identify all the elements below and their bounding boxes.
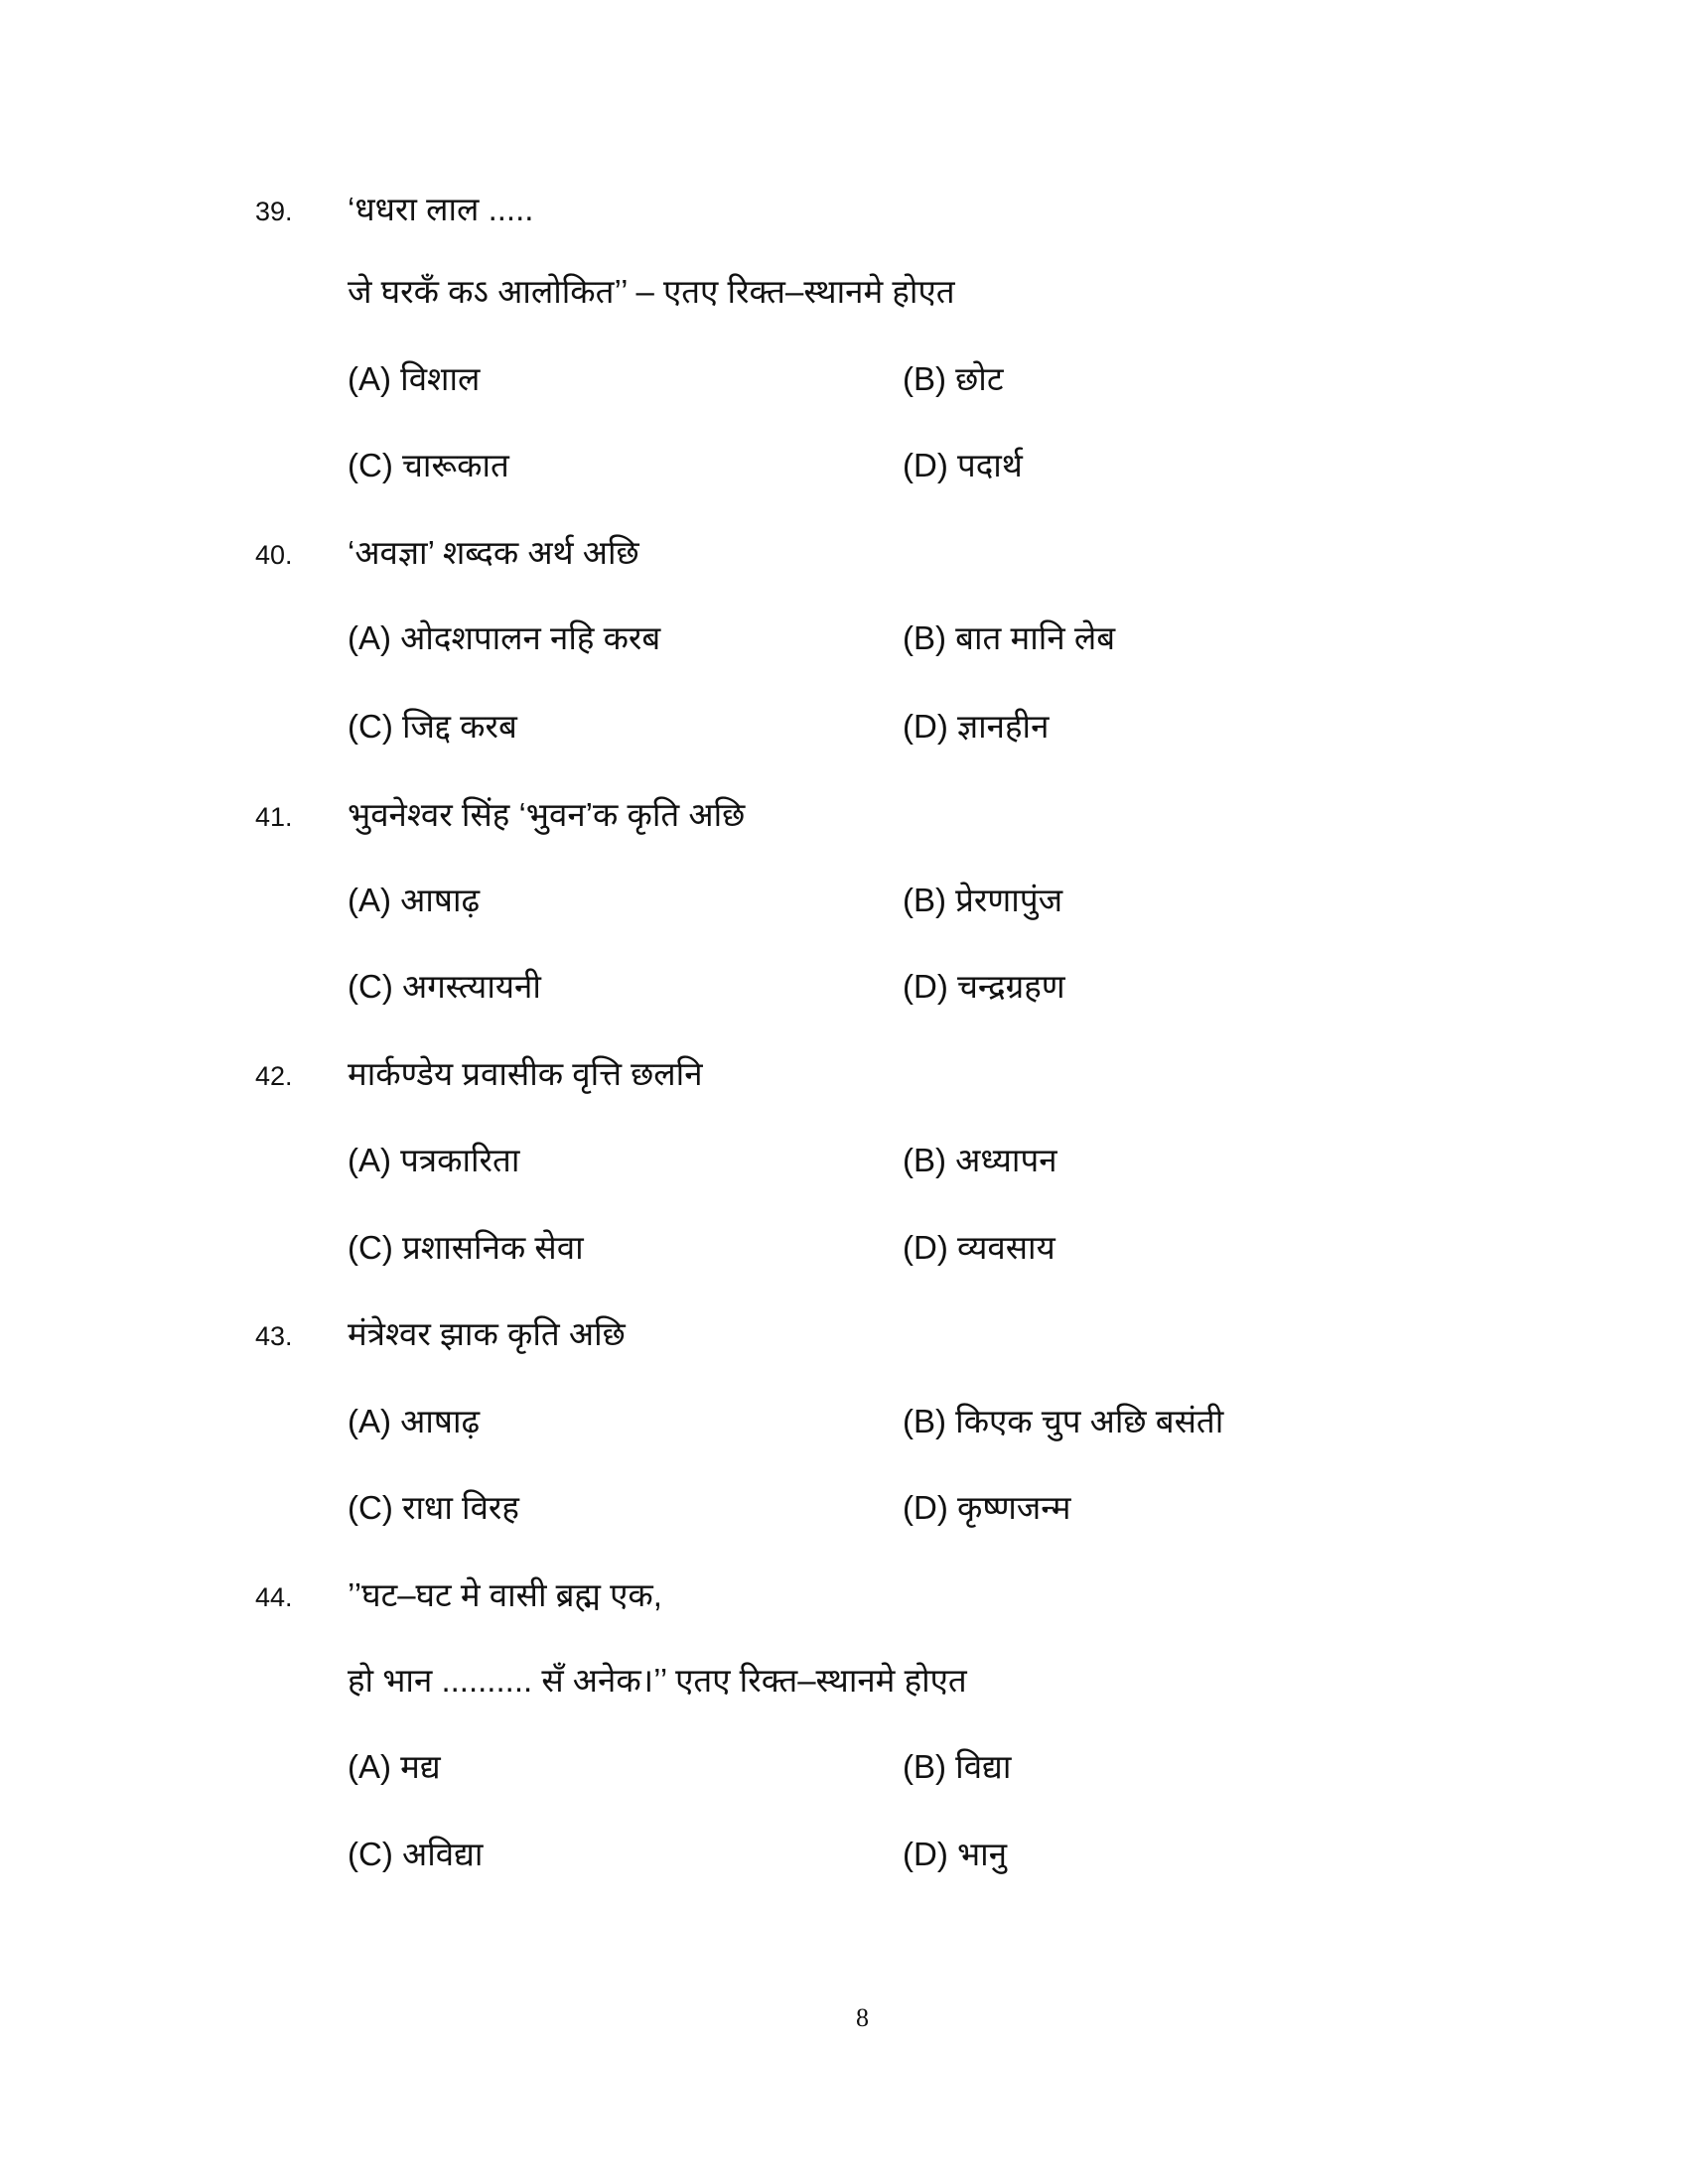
answer-option-a: (A) आषाढ़ xyxy=(348,1403,481,1439)
answer-option-b: (B) छोट xyxy=(903,360,1004,397)
answer-option-d: (D) ज्ञानहीन xyxy=(903,708,1050,745)
answer-option-c: (C) जिद्द करब xyxy=(348,708,517,745)
question-text: हो भान .......... सँ अनेक।’’ एतए रिक्त–स्थानमे होएत xyxy=(348,1662,967,1699)
question-number: 44. xyxy=(255,1582,293,1612)
question-number: 39. xyxy=(255,197,293,226)
answer-option-a: (A) ओदशपालन नहि करब xyxy=(348,619,661,656)
question-text: मार्कण्डेय प्रवासीक वृत्ति छलनि xyxy=(348,1055,703,1092)
question-text: भुवनेश्वर सिंह ‘भुवन’क कृति अछि xyxy=(348,796,746,833)
answer-option-c: (C) चारूकात xyxy=(348,447,509,483)
answer-option-c: (C) अगस्त्यायनी xyxy=(348,968,541,1005)
answer-option-d: (D) पदार्थ xyxy=(903,447,1023,483)
answer-option-c: (C) राधा विरह xyxy=(348,1489,519,1526)
answer-option-d: (D) व्यवसाय xyxy=(903,1229,1055,1266)
question-text: मंत्रेश्वर झाक कृति अछि xyxy=(348,1315,626,1352)
question-text: ’’घट–घट मे वासी ब्रह्म एक, xyxy=(348,1576,662,1613)
answer-option-d: (D) चन्द्रग्रहण xyxy=(903,968,1065,1005)
answer-option-b: (B) अध्यापन xyxy=(903,1142,1057,1178)
answer-option-a: (A) विशाल xyxy=(348,360,481,397)
answer-option-b: (B) किएक चुप अछि बसंती xyxy=(903,1403,1224,1439)
answer-option-b: (B) विद्या xyxy=(903,1748,1012,1785)
question-text: ‘अवज्ञा’ शब्दक अर्थ अछि xyxy=(348,534,639,571)
answer-option-d: (D) भानु xyxy=(903,1836,1008,1872)
answer-option-b: (B) प्रेरणापुंज xyxy=(903,882,1063,918)
answer-option-b: (B) बात मानि लेब xyxy=(903,619,1116,656)
question-number: 40. xyxy=(255,540,293,570)
question-number: 43. xyxy=(255,1321,293,1351)
answer-option-a: (A) पत्रकारिता xyxy=(348,1142,520,1178)
answer-option-a: (A) आषाढ़ xyxy=(348,882,481,918)
answer-option-d: (D) कृष्णजन्म xyxy=(903,1489,1071,1526)
question-number: 41. xyxy=(255,802,293,832)
answer-option-a: (A) मद्य xyxy=(348,1748,441,1785)
question-number: 42. xyxy=(255,1061,293,1091)
page-number: 8 xyxy=(856,2003,869,2032)
answer-option-c: (C) प्रशासनिक सेवा xyxy=(348,1229,584,1266)
question-text: ‘धधरा लाल ..... xyxy=(348,191,534,227)
question-text: जे घरकँ कऽ आलोकित’’ – एतए रिक्त–स्थानमे होएत xyxy=(348,273,955,310)
answer-option-c: (C) अविद्या xyxy=(348,1836,484,1872)
